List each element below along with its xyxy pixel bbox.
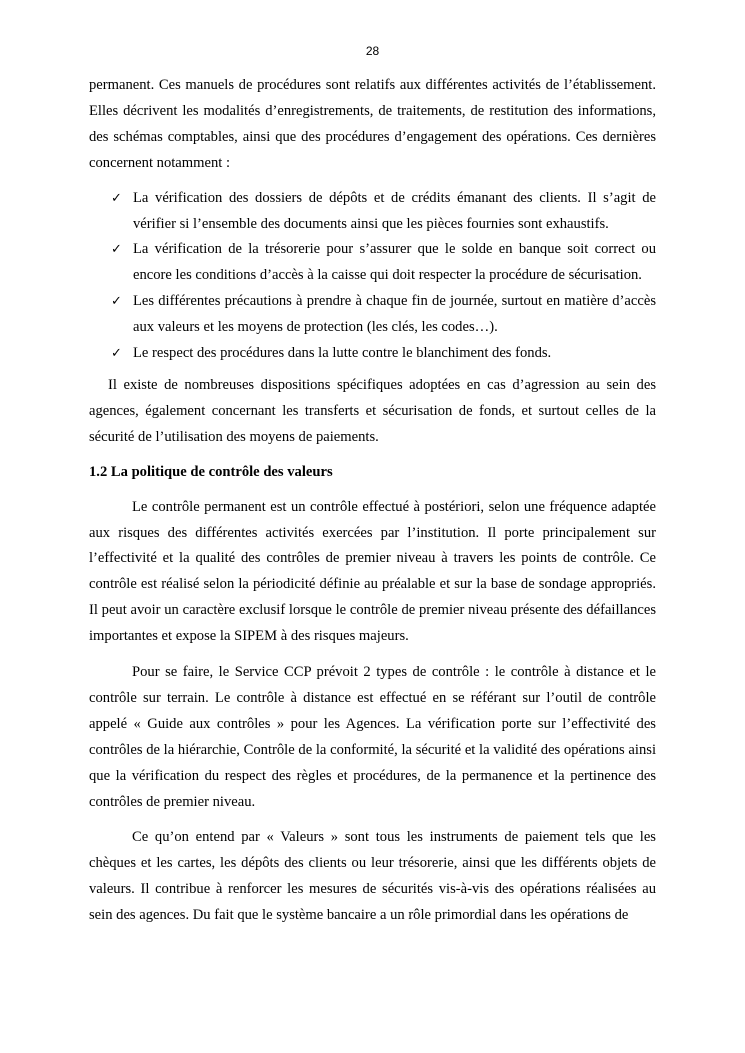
paragraph-controle-permanent: Le contrôle permanent est un contrôle effectué à postériori, selon une fréquence adaptée aux risques des différentes activités exercées par l’institution. Il porte principalement sur l’effectivité et la qualité des contrôles de premier niveau à travers les points de contrôle. Ce contrôle est réalisé selon la périodicité définie au préalable et sur la base de sondage appropriés. Il peut avoir un caractère exclusif lorsque le contrôle de premier niveau présente des défaillances importantes et expose la SIPEM à des risques majeurs. bbox=[89, 498, 656, 645]
checklist bbox=[89, 186, 656, 367]
list-item-text: Le respect des procédures dans la lutte contre le blanchiment des fonds. bbox=[133, 345, 552, 362]
checkmark-icon: ✓ bbox=[111, 190, 122, 206]
checkmark-icon: ✓ bbox=[111, 346, 122, 362]
list-item bbox=[111, 341, 656, 367]
list-item bbox=[111, 289, 656, 341]
paragraph-dispositions: Il existe de nombreuses dispositions spécifiques adoptées en cas d’agression au sein des agences, également concernant les transferts et sécurisation de fonds, et surtout celles de la sécurité de l’utilisation des moyens de paiements. bbox=[89, 376, 656, 445]
list-item-text: Les différentes précautions à prendre à chaque fin de journée, surtout en matière d’accès aux valeurs et les moyens de protection (les clés, les codes…). bbox=[133, 293, 656, 336]
checkmark-icon: ✓ bbox=[111, 242, 122, 258]
list-item bbox=[111, 186, 656, 238]
list-item-text: La vérification de la trésorerie pour s’assurer que le solde en banque soit correct ou encore les conditions d’accès à la caisse qui doit respecter la procédure de sécurisation. bbox=[133, 241, 656, 284]
list-item bbox=[111, 237, 656, 289]
paragraph-valeurs: Ce qu’on entend par « Valeurs » sont tous les instruments de paiement tels que les chèques et les cartes, les dépôts des clients ou leur trésorerie, ainsi que les différents objets de valeurs. Il contribue à renforcer les mesures de sécurités vis-à-vis des opérations réalisées au sein des agences. Du fait que le système bancaire a un rôle primordial dans les opérations de bbox=[89, 829, 656, 924]
document-body bbox=[89, 73, 656, 929]
checkmark-icon: ✓ bbox=[111, 294, 122, 310]
list-item-text: La vérification des dossiers de dépôts et de crédits émanant des clients. Il s’agit de vérifier si l’ensemble des documents ainsi que les pièces fournies sont exhaustifs. bbox=[133, 189, 656, 232]
section-heading: 1.2 La politique de contrôle des valeurs bbox=[89, 463, 333, 480]
page-number: 28 bbox=[365, 44, 380, 58]
paragraph-intro: permanent. Ces manuels de procédures sont relatifs aux différentes activités de l’établissement. Elles décrivent les modalités d’enregistrements, de traitements, de restitution des informations, des schémas comptables, ainsi que des procédures d’engagement des opérations. Ces dernières concernent notamment : bbox=[89, 77, 656, 171]
paragraph-types-controle: Pour se faire, le Service CCP prévoit 2 types de contrôle : le contrôle à distance et le contrôle sur terrain. Le contrôle à distance est effectué en se référant sur l’outil de contrôle appelé « Guide aux contrôles » pour les Agences. La vérification porte sur l’effectivité des contrôles de la hiérarchie, Contrôle de la conformité, la sécurité et la validité des opérations ainsi que la vérification du respect des règles et procédures, de la permanence et la pertinence des contrôles de premier niveau. bbox=[89, 664, 656, 810]
